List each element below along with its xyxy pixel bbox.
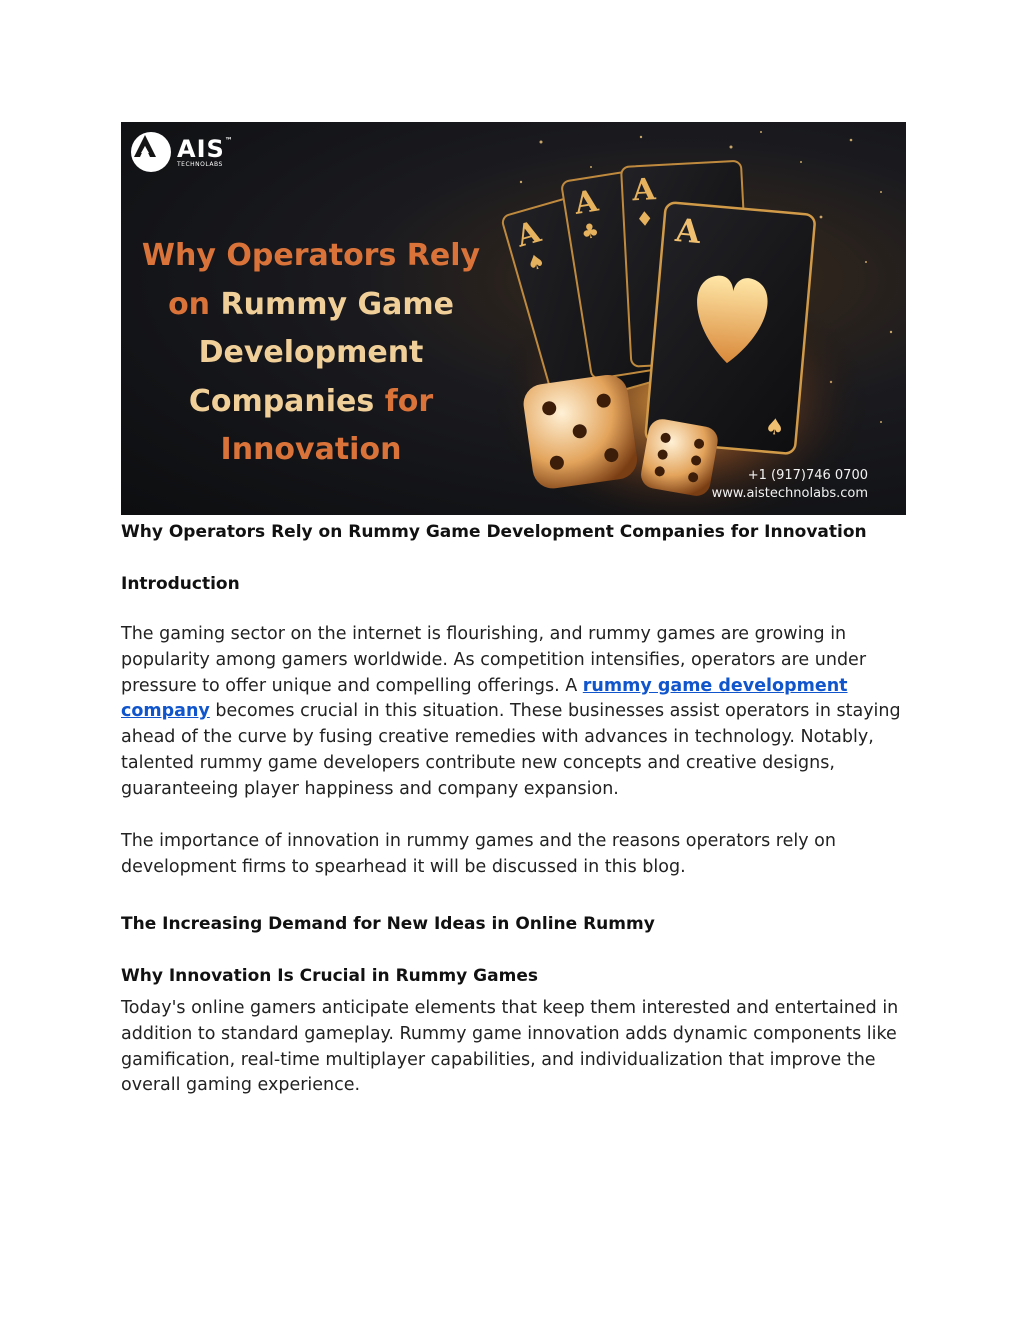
banner-contact bbox=[712, 467, 868, 503]
banner-website: www.aistechnolabs.com bbox=[711, 486, 868, 501]
article-title: Why Operators Rely on Rummy Game Development Companies for Innovation bbox=[121, 522, 867, 542]
logo-trademark: ™ bbox=[224, 135, 234, 145]
logo-mark-icon bbox=[131, 132, 171, 172]
ais-technolabs-logo bbox=[131, 132, 234, 172]
subsection-heading-innovation: Why Innovation Is Crucial in Rummy Games bbox=[121, 966, 538, 986]
intro-text-after-link: becomes crucial in this situation. These businesses assist operators in staying ahead of the curve by fusing creative remedies with advances in technology. Notably, talented rummy game developers contribute new concepts and creative designs, guaranteeing player happiness and company expansion. bbox=[121, 701, 901, 799]
svg-text:A: A bbox=[512, 214, 545, 255]
banner-headline bbox=[121, 232, 501, 475]
svg-text:A: A bbox=[631, 172, 657, 209]
svg-text:♦: ♦ bbox=[635, 206, 655, 232]
rummy-game-development-company-link[interactable]: rummy game development company bbox=[121, 675, 848, 722]
svg-text:A: A bbox=[571, 183, 601, 222]
headline-line-2b: Rummy Game bbox=[220, 286, 454, 322]
svg-text:♠: ♠ bbox=[523, 248, 548, 277]
headline-line-4a: Companies bbox=[188, 383, 375, 419]
svg-text:♣: ♣ bbox=[579, 217, 601, 245]
headline-line-1: Why Operators Rely bbox=[141, 238, 481, 273]
headline-line-4b: for bbox=[384, 383, 434, 419]
svg-text:♠: ♠ bbox=[763, 414, 786, 442]
banner-phone: +1 (917)746 0700 bbox=[747, 468, 868, 483]
intro-paragraph bbox=[121, 622, 911, 803]
headline-line-3: Development bbox=[198, 335, 424, 370]
intro-text-before-link: The gaming sector on the internet is flourishing, and rummy games are growing in popularity among gamers worldwide. As competition intensifies, operators are under pressure to offer unique and compelling offerings. A bbox=[121, 624, 867, 696]
logo-subtext: TECHNOLABS bbox=[177, 160, 223, 168]
innovation-paragraph: Today's online gamers anticipate elements that keep them interested and entertained in addition to standard gameplay. Rummy game innovation adds dynamic components like gamification, real-time multiplayer capabilities, and individualization that improve the overall gaming experience. bbox=[121, 998, 899, 1096]
headline-line-5: Innovation bbox=[220, 432, 402, 467]
hero-banner-image bbox=[121, 122, 906, 515]
blog-purpose-paragraph: The importance of innovation in rummy games and the reasons operators rely on development firms to spearhead it will be discussed in this blog. bbox=[121, 831, 836, 877]
section-heading-demand: The Increasing Demand for New Ideas in Online Rummy bbox=[121, 914, 655, 934]
headline-line-2a: on bbox=[168, 286, 211, 322]
logo-text: AIS bbox=[177, 134, 225, 163]
logo-wordmark bbox=[177, 134, 234, 168]
intro-heading: Introduction bbox=[121, 574, 240, 594]
svg-text:A: A bbox=[673, 211, 702, 252]
